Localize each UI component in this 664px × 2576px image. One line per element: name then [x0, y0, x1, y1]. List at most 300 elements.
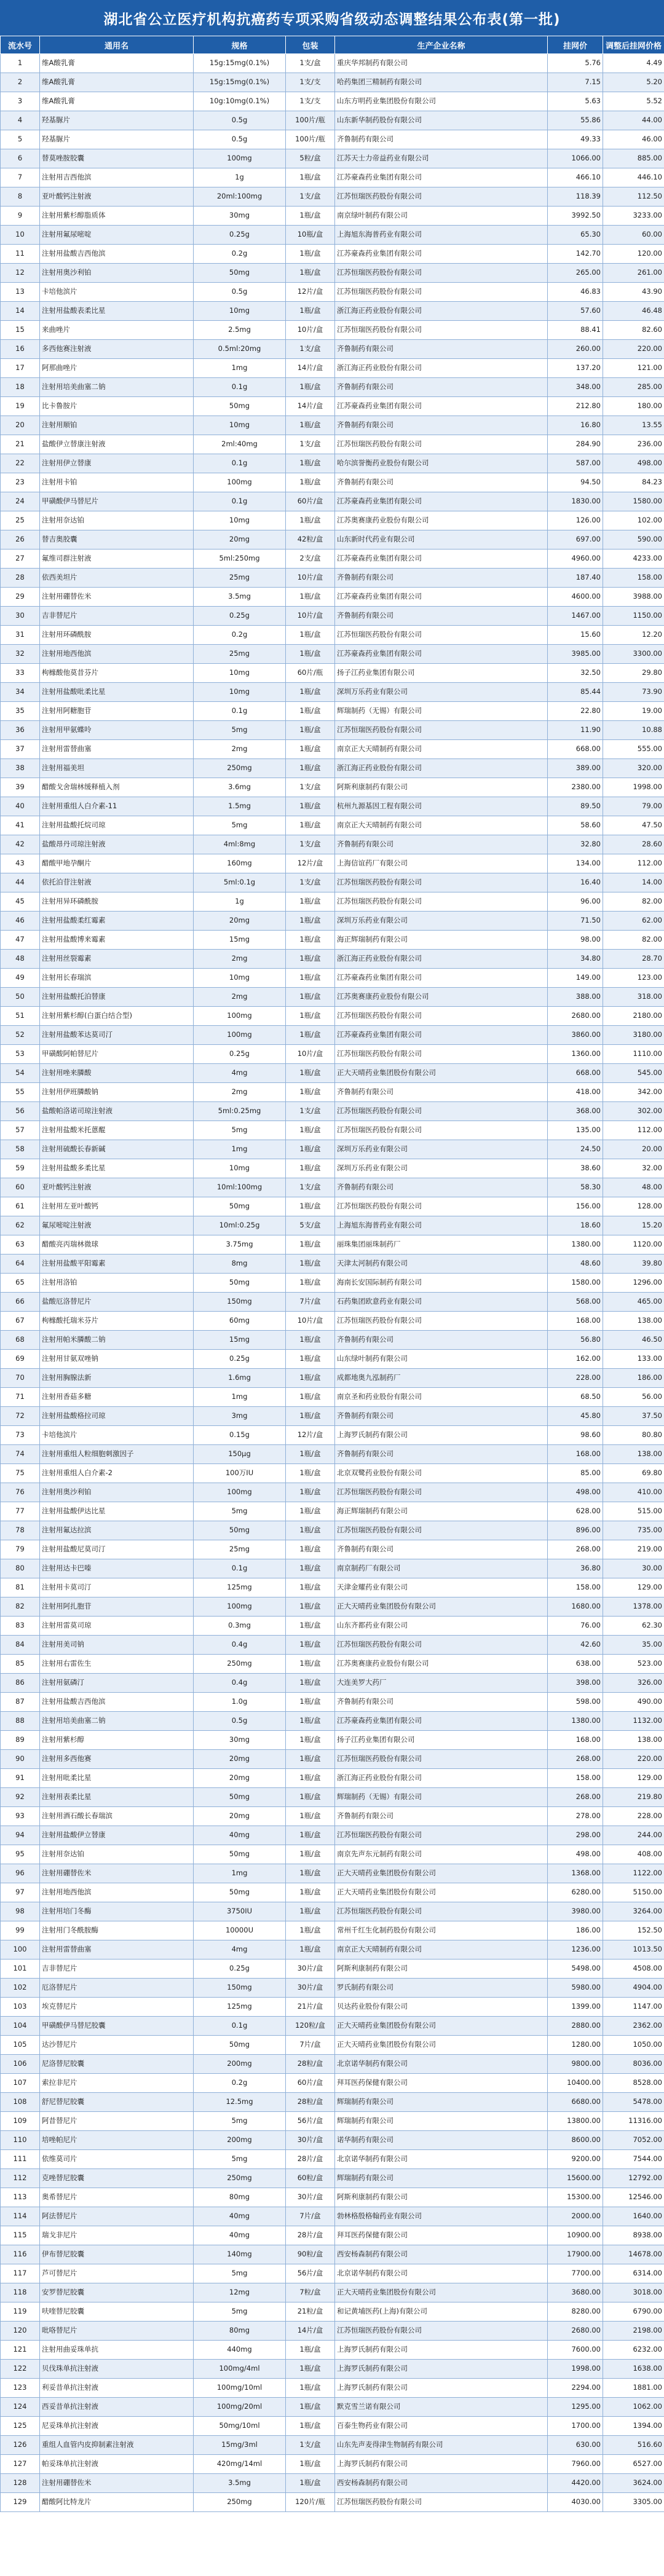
cell-serial: 26 — [1, 530, 40, 549]
cell-manufacturer: 江苏豪森药业集团有限公司 — [335, 168, 548, 187]
cell-spec: 4ml:8mg — [194, 835, 286, 854]
col-header-spec: 规格 — [194, 36, 286, 54]
cell-serial: 92 — [1, 1788, 40, 1807]
table-row — [1, 2055, 664, 2074]
cell-package: 28片/盒 — [286, 2150, 335, 2169]
cell-manufacturer: 齐鲁制药有限公司 — [335, 473, 548, 492]
cell-price: 16.80 — [548, 416, 603, 435]
cell-spec: 0.3mg — [194, 1617, 286, 1636]
table-row — [1, 1064, 664, 1083]
cell-serial: 113 — [1, 2188, 40, 2207]
cell-package: 1瓶/盒 — [286, 1331, 335, 1350]
cell-price: 10400.00 — [548, 2074, 603, 2093]
cell-manufacturer: 诺华制药有限公司 — [335, 2131, 548, 2150]
cell-adjusted-price: 244.00 — [603, 1826, 664, 1845]
cell-adjusted-price: 138.00 — [603, 1312, 664, 1331]
cell-package: 1瓶/盒 — [286, 1864, 335, 1883]
cell-serial: 14 — [1, 302, 40, 321]
cell-spec: 10mg — [194, 416, 286, 435]
cell-serial: 27 — [1, 549, 40, 569]
cell-package: 1瓶/盒 — [286, 473, 335, 492]
cell-manufacturer: 正大天晴药业集团股份有限公司 — [335, 1064, 548, 1083]
cell-package: 1瓶/盒 — [286, 1597, 335, 1617]
cell-spec: 100mg — [194, 149, 286, 168]
cell-package: 42粒/盒 — [286, 530, 335, 549]
cell-manufacturer: 阿斯利康制药有限公司 — [335, 2188, 548, 2207]
cell-price: 5.63 — [548, 92, 603, 111]
cell-manufacturer: 南京圣和药业股份有限公司 — [335, 1388, 548, 1407]
cell-generic-name: 氟尿嘧啶注射液 — [40, 1216, 194, 1235]
cell-manufacturer: 江苏奥赛康药业股份有限公司 — [335, 988, 548, 1007]
cell-package: 10片/盒 — [286, 321, 335, 340]
cell-serial: 61 — [1, 1197, 40, 1216]
cell-price: 187.40 — [548, 569, 603, 588]
cell-generic-name: 注射用顺铂 — [40, 416, 194, 435]
cell-serial: 90 — [1, 1750, 40, 1769]
cell-adjusted-price: 1998.00 — [603, 778, 664, 797]
cell-adjusted-price: 112.00 — [603, 854, 664, 873]
cell-adjusted-price: 84.23 — [603, 473, 664, 492]
cell-serial: 106 — [1, 2055, 40, 2074]
cell-price: 158.00 — [548, 1578, 603, 1597]
cell-price: 57.60 — [548, 302, 603, 321]
cell-package: 28粒/盒 — [286, 2093, 335, 2112]
table-row — [1, 511, 664, 530]
cell-package: 7片/盒 — [286, 1293, 335, 1312]
cell-adjusted-price: 56.00 — [603, 1388, 664, 1407]
cell-price: 1295.00 — [548, 2398, 603, 2417]
cell-adjusted-price: 47.50 — [603, 816, 664, 835]
cell-price: 212.80 — [548, 397, 603, 416]
cell-generic-name: 替莫唑胺胶囊 — [40, 149, 194, 168]
cell-adjusted-price: 4508.00 — [603, 1960, 664, 1979]
cell-serial: 74 — [1, 1445, 40, 1464]
cell-manufacturer: 阿斯利康制药有限公司 — [335, 1960, 548, 1979]
cell-spec: 1mg — [194, 1388, 286, 1407]
cell-price: 418.00 — [548, 1083, 603, 1102]
table-row — [1, 1026, 664, 1045]
cell-price: 398.00 — [548, 1674, 603, 1693]
cell-spec: 5ml:0.25mg — [194, 1102, 286, 1121]
cell-manufacturer: 上海旭东海普药业有限公司 — [335, 226, 548, 245]
cell-generic-name: 注射用唑来膦酸 — [40, 1064, 194, 1083]
cell-spec: 25mg — [194, 1540, 286, 1559]
cell-price: 2680.00 — [548, 2322, 603, 2341]
cell-generic-name: 甲磺酸伊马替尼片 — [40, 492, 194, 511]
cell-spec: 0.1g — [194, 492, 286, 511]
cell-adjusted-price: 15.20 — [603, 1216, 664, 1235]
cell-package: 1支/盒 — [286, 835, 335, 854]
cell-spec: 3mg — [194, 1407, 286, 1426]
cell-spec: 40mg — [194, 1826, 286, 1845]
cell-spec: 0.1g — [194, 1559, 286, 1578]
cell-generic-name: 尼洛替尼胶囊 — [40, 2055, 194, 2074]
cell-spec: 10mg — [194, 302, 286, 321]
cell-serial: 94 — [1, 1826, 40, 1845]
cell-serial: 54 — [1, 1064, 40, 1083]
table-row — [1, 1807, 664, 1826]
cell-price: 368.00 — [548, 1102, 603, 1121]
cell-package: 5粒/盒 — [286, 149, 335, 168]
table-row — [1, 1426, 664, 1445]
cell-adjusted-price: 1296.00 — [603, 1274, 664, 1293]
cell-spec: 5mg — [194, 2302, 286, 2322]
cell-generic-name: 注射用硼替佐米 — [40, 588, 194, 607]
cell-manufacturer: 齐鲁制药有限公司 — [335, 1331, 548, 1350]
cell-price: 5980.00 — [548, 1979, 603, 1998]
cell-adjusted-price: 20.00 — [603, 1140, 664, 1159]
cell-adjusted-price: 3988.00 — [603, 588, 664, 607]
cell-package: 1瓶/盒 — [286, 2417, 335, 2436]
table-row — [1, 1007, 664, 1026]
cell-manufacturer: 深圳万乐药业有限公司 — [335, 1159, 548, 1178]
cell-manufacturer: 江苏豪森药业集团有限公司 — [335, 492, 548, 511]
table-row — [1, 1693, 664, 1712]
table-row — [1, 1940, 664, 1960]
cell-price: 4600.00 — [548, 588, 603, 607]
cell-serial: 56 — [1, 1102, 40, 1121]
cell-adjusted-price: 14678.00 — [603, 2245, 664, 2264]
cell-package: 5支/盒 — [286, 1216, 335, 1235]
cell-generic-name: 注射用门冬酰胺酶 — [40, 1921, 194, 1940]
cell-manufacturer: 正大天晴药业集团股份有限公司 — [335, 2017, 548, 2036]
cell-serial: 95 — [1, 1845, 40, 1864]
col-header-price: 挂网价 — [548, 36, 603, 54]
table-row — [1, 2398, 664, 2417]
cell-manufacturer: 拜耳医药保健有限公司 — [335, 2226, 548, 2245]
cell-package: 1支/盒 — [286, 2436, 335, 2455]
cell-serial: 86 — [1, 1674, 40, 1693]
cell-serial: 116 — [1, 2245, 40, 2264]
cell-adjusted-price: 4904.00 — [603, 1979, 664, 1998]
cell-adjusted-price: 180.00 — [603, 397, 664, 416]
cell-manufacturer: 齐鲁制药有限公司 — [335, 569, 548, 588]
cell-spec: 200mg — [194, 2131, 286, 2150]
cell-adjusted-price: 129.00 — [603, 1769, 664, 1788]
cell-adjusted-price: 1638.00 — [603, 2360, 664, 2379]
cell-manufacturer: 扬子江药业集团有限公司 — [335, 1731, 548, 1750]
cell-generic-name: 注射用帕米膦酸二钠 — [40, 1331, 194, 1350]
cell-adjusted-price: 490.00 — [603, 1693, 664, 1712]
cell-serial: 91 — [1, 1769, 40, 1788]
cell-adjusted-price: 35.00 — [603, 1636, 664, 1655]
cell-generic-name: 培唑帕尼片 — [40, 2131, 194, 2150]
cell-package: 30片/盒 — [286, 2131, 335, 2150]
cell-price: 168.00 — [548, 1731, 603, 1750]
table-row — [1, 740, 664, 759]
cell-serial: 78 — [1, 1521, 40, 1540]
cell-serial: 88 — [1, 1712, 40, 1731]
page-title: 湖北省公立医疗机构抗癌药专项采购省级动态调整结果公布表(第一批) — [0, 0, 664, 36]
cell-adjusted-price: 228.00 — [603, 1807, 664, 1826]
cell-adjusted-price: 62.00 — [603, 912, 664, 931]
cell-package: 120片/瓶 — [286, 2493, 335, 2512]
table-row — [1, 1617, 664, 1636]
cell-adjusted-price: 735.00 — [603, 1521, 664, 1540]
cell-package: 1瓶/盒 — [286, 1750, 335, 1769]
cell-package: 1支/支 — [286, 73, 335, 92]
cell-price: 162.00 — [548, 1350, 603, 1369]
cell-spec: 2mg — [194, 988, 286, 1007]
table-row — [1, 2302, 664, 2322]
table-row — [1, 1674, 664, 1693]
cell-generic-name: 注射用氟尿嘧啶 — [40, 226, 194, 245]
table-row — [1, 607, 664, 626]
cell-price: 168.00 — [548, 1312, 603, 1331]
cell-spec: 50mg — [194, 264, 286, 283]
cell-generic-name: 注射用盐酸格拉司琼 — [40, 1407, 194, 1426]
cell-package: 1瓶/盒 — [286, 1255, 335, 1274]
cell-manufacturer: 北京诺华制药有限公司 — [335, 2055, 548, 2074]
cell-spec: 5mg — [194, 2150, 286, 2169]
cell-package: 10瓶/盒 — [286, 226, 335, 245]
cell-adjusted-price: 6527.00 — [603, 2455, 664, 2474]
cell-spec: 25mg — [194, 645, 286, 664]
cell-adjusted-price: 79.00 — [603, 797, 664, 816]
cell-manufacturer: 江苏恒瑞医药股份有限公司 — [335, 1750, 548, 1769]
cell-adjusted-price: 44.00 — [603, 111, 664, 130]
col-header-adjusted-price: 调整后挂网价格 — [603, 36, 664, 54]
cell-serial: 8 — [1, 187, 40, 207]
cell-manufacturer: 浙江海正药业股份有限公司 — [335, 359, 548, 378]
cell-package: 60片/瓶 — [286, 664, 335, 683]
cell-price: 1236.00 — [548, 1940, 603, 1960]
cell-generic-name: 注射用环磷酰胺 — [40, 626, 194, 645]
cell-serial: 7 — [1, 168, 40, 187]
table-row — [1, 149, 664, 168]
cell-package: 100片/瓶 — [286, 111, 335, 130]
cell-price: 11.90 — [548, 721, 603, 740]
cell-manufacturer: 浙江海正药业股份有限公司 — [335, 759, 548, 778]
col-header-manufacturer: 生产企业名称 — [335, 36, 548, 54]
cell-adjusted-price: 5478.00 — [603, 2093, 664, 2112]
cell-manufacturer: 江苏恒瑞医药股份有限公司 — [335, 1826, 548, 1845]
cell-manufacturer: 江苏恒瑞医药股份有限公司 — [335, 435, 548, 454]
cell-generic-name: 卡培他滨片 — [40, 1426, 194, 1445]
cell-spec: 1mg — [194, 1864, 286, 1883]
cell-generic-name: 吡咯替尼片 — [40, 2322, 194, 2341]
cell-spec: 10000U — [194, 1921, 286, 1940]
cell-generic-name: 注射用表柔比星 — [40, 1788, 194, 1807]
cell-package: 10片/盒 — [286, 1312, 335, 1331]
cell-adjusted-price: 1378.00 — [603, 1597, 664, 1617]
cell-package: 1瓶/盒 — [286, 1807, 335, 1826]
table-row — [1, 187, 664, 207]
cell-spec: 0.25g — [194, 1960, 286, 1979]
table-row — [1, 359, 664, 378]
table-row — [1, 969, 664, 988]
cell-serial: 45 — [1, 892, 40, 912]
cell-serial: 83 — [1, 1617, 40, 1636]
cell-generic-name: 盐酸帕洛诺司琼注射液 — [40, 1102, 194, 1121]
cell-serial: 10 — [1, 226, 40, 245]
cell-package: 1瓶/盒 — [286, 969, 335, 988]
cell-spec: 3750IU — [194, 1902, 286, 1921]
cell-serial: 35 — [1, 702, 40, 721]
table-row — [1, 397, 664, 416]
cell-serial: 3 — [1, 92, 40, 111]
cell-adjusted-price: 1881.00 — [603, 2379, 664, 2398]
cell-package: 1瓶/盒 — [286, 950, 335, 969]
cell-adjusted-price: 14.00 — [603, 873, 664, 892]
cell-manufacturer: 天津金耀药业有限公司 — [335, 1578, 548, 1597]
cell-price: 5.76 — [548, 54, 603, 73]
cell-package: 30片/盒 — [286, 1979, 335, 1998]
cell-adjusted-price: 80.80 — [603, 1426, 664, 1445]
cell-price: 85.00 — [548, 1464, 603, 1483]
cell-package: 1瓶/盒 — [286, 245, 335, 264]
cell-package: 1瓶/盒 — [286, 1788, 335, 1807]
cell-price: 7600.00 — [548, 2341, 603, 2360]
cell-serial: 23 — [1, 473, 40, 492]
cell-generic-name: 注射用阿扎胞苷 — [40, 1597, 194, 1617]
cell-price: 8280.00 — [548, 2302, 603, 2322]
cell-package: 1瓶/盒 — [286, 740, 335, 759]
cell-serial: 19 — [1, 397, 40, 416]
cell-spec: 10ml:0.25g — [194, 1216, 286, 1235]
cell-spec: 1.6mg — [194, 1369, 286, 1388]
table-row — [1, 2245, 664, 2264]
table-row — [1, 1979, 664, 1998]
cell-serial: 125 — [1, 2417, 40, 2436]
cell-manufacturer: 齐鲁制药有限公司 — [335, 378, 548, 397]
cell-adjusted-price: 6314.00 — [603, 2264, 664, 2283]
table-row — [1, 721, 664, 740]
cell-generic-name: 注射用盐酸柔红霉素 — [40, 912, 194, 931]
cell-manufacturer: 齐鲁制药有限公司 — [335, 835, 548, 854]
cell-adjusted-price: 82.00 — [603, 931, 664, 950]
cell-serial: 64 — [1, 1255, 40, 1274]
cell-generic-name: 注射用盐酸吉西他滨 — [40, 245, 194, 264]
cell-manufacturer: 正大天晴药业集团股份有限公司 — [335, 1597, 548, 1617]
cell-package: 1瓶/盒 — [286, 1350, 335, 1369]
cell-adjusted-price: 7544.00 — [603, 2150, 664, 2169]
cell-adjusted-price: 46.48 — [603, 302, 664, 321]
cell-price: 6280.00 — [548, 1883, 603, 1902]
cell-spec: 15mg — [194, 931, 286, 950]
table-row — [1, 873, 664, 892]
cell-price: 186.00 — [548, 1921, 603, 1940]
cell-price: 10900.00 — [548, 2226, 603, 2245]
table-row — [1, 168, 664, 187]
cell-serial: 51 — [1, 1007, 40, 1026]
cell-manufacturer: 深圳万乐药业有限公司 — [335, 912, 548, 931]
cell-adjusted-price: 220.00 — [603, 340, 664, 359]
cell-spec: 5mg — [194, 1121, 286, 1140]
cell-spec: 0.5g — [194, 111, 286, 130]
cell-spec: 200mg — [194, 2055, 286, 2074]
cell-price: 48.60 — [548, 1255, 603, 1274]
table-row — [1, 2226, 664, 2245]
cell-generic-name: 注射用奥沙利铂 — [40, 264, 194, 283]
cell-generic-name: 注射用盐酸吡柔比星 — [40, 683, 194, 702]
cell-serial: 102 — [1, 1979, 40, 1998]
cell-manufacturer: 南京正大天晴制药有限公司 — [335, 740, 548, 759]
table-row — [1, 1845, 664, 1864]
cell-adjusted-price: 326.00 — [603, 1674, 664, 1693]
cell-generic-name: 醋酸阿比特龙片 — [40, 2493, 194, 2512]
cell-spec: 0.5g — [194, 130, 286, 149]
cell-spec: 4mg — [194, 1064, 286, 1083]
cell-package: 1瓶/盒 — [286, 1407, 335, 1426]
cell-price: 3860.00 — [548, 1026, 603, 1045]
cell-price: 58.60 — [548, 816, 603, 835]
cell-spec: 10mg — [194, 969, 286, 988]
cell-package: 1瓶/盒 — [286, 454, 335, 473]
cell-price: 4030.00 — [548, 2493, 603, 2512]
cell-manufacturer: 辉瑞制药（无锡）有限公司 — [335, 702, 548, 721]
cell-price: 268.00 — [548, 1540, 603, 1559]
table-row — [1, 2283, 664, 2302]
table-row — [1, 207, 664, 226]
cell-spec: 250mg — [194, 1655, 286, 1674]
cell-price: 89.50 — [548, 797, 603, 816]
table-row — [1, 1121, 664, 1140]
cell-price: 389.00 — [548, 759, 603, 778]
cell-package: 1瓶/盒 — [286, 1235, 335, 1255]
cell-serial: 114 — [1, 2207, 40, 2226]
cell-generic-name: 注射用盐酸苯达莫司汀 — [40, 1026, 194, 1045]
cell-adjusted-price: 12.20 — [603, 626, 664, 645]
cell-adjusted-price: 128.00 — [603, 1197, 664, 1216]
cell-adjusted-price: 410.00 — [603, 1483, 664, 1502]
cell-spec: 0.4g — [194, 1636, 286, 1655]
cell-spec: 125mg — [194, 1998, 286, 2017]
cell-spec: 40mg — [194, 2207, 286, 2226]
cell-manufacturer: 江苏恒瑞医药股份有限公司 — [335, 283, 548, 302]
price-table — [0, 36, 664, 2512]
cell-serial: 87 — [1, 1693, 40, 1712]
cell-package: 1瓶/盒 — [286, 1617, 335, 1636]
cell-package: 1瓶/盒 — [286, 1464, 335, 1483]
cell-package: 12片/盒 — [286, 283, 335, 302]
cell-generic-name: 注射用盐酸伊达比星 — [40, 1502, 194, 1521]
cell-serial: 47 — [1, 931, 40, 950]
cell-serial: 108 — [1, 2093, 40, 2112]
cell-generic-name: 注射用盐酸伊立替康 — [40, 1826, 194, 1845]
cell-serial: 82 — [1, 1597, 40, 1617]
cell-spec: 1mg — [194, 1140, 286, 1159]
cell-serial: 52 — [1, 1026, 40, 1045]
cell-serial: 70 — [1, 1369, 40, 1388]
table-row — [1, 454, 664, 473]
cell-adjusted-price: 46.50 — [603, 1331, 664, 1350]
cell-price: 9200.00 — [548, 2150, 603, 2169]
cell-price: 1380.00 — [548, 1712, 603, 1731]
cell-price: 466.10 — [548, 168, 603, 187]
cell-serial: 98 — [1, 1902, 40, 1921]
cell-package: 1瓶/盒 — [286, 1712, 335, 1731]
table-row — [1, 1083, 664, 1102]
cell-manufacturer: 山东齐都药业有限公司 — [335, 1617, 548, 1636]
cell-spec: 4mg — [194, 1940, 286, 1960]
cell-package: 1瓶/盒 — [286, 416, 335, 435]
cell-generic-name: 注射用硫酸长春新碱 — [40, 1140, 194, 1159]
cell-spec: 3.75mg — [194, 1235, 286, 1255]
cell-package: 1瓶/盒 — [286, 1921, 335, 1940]
cell-manufacturer: 上海罗氏制药有限公司 — [335, 2455, 548, 2474]
cell-spec: 25mg — [194, 569, 286, 588]
cell-package: 1瓶/盒 — [286, 207, 335, 226]
cell-adjusted-price: 8528.00 — [603, 2074, 664, 2093]
cell-adjusted-price: 12792.00 — [603, 2169, 664, 2188]
cell-package: 1瓶/盒 — [286, 2360, 335, 2379]
cell-adjusted-price: 6232.00 — [603, 2341, 664, 2360]
cell-manufacturer: 默克雪兰诺有限公司 — [335, 2398, 548, 2417]
cell-serial: 105 — [1, 2036, 40, 2055]
cell-manufacturer: 常州千红生化制药股份有限公司 — [335, 1921, 548, 1940]
cell-generic-name: 替吉奥胶囊 — [40, 530, 194, 549]
